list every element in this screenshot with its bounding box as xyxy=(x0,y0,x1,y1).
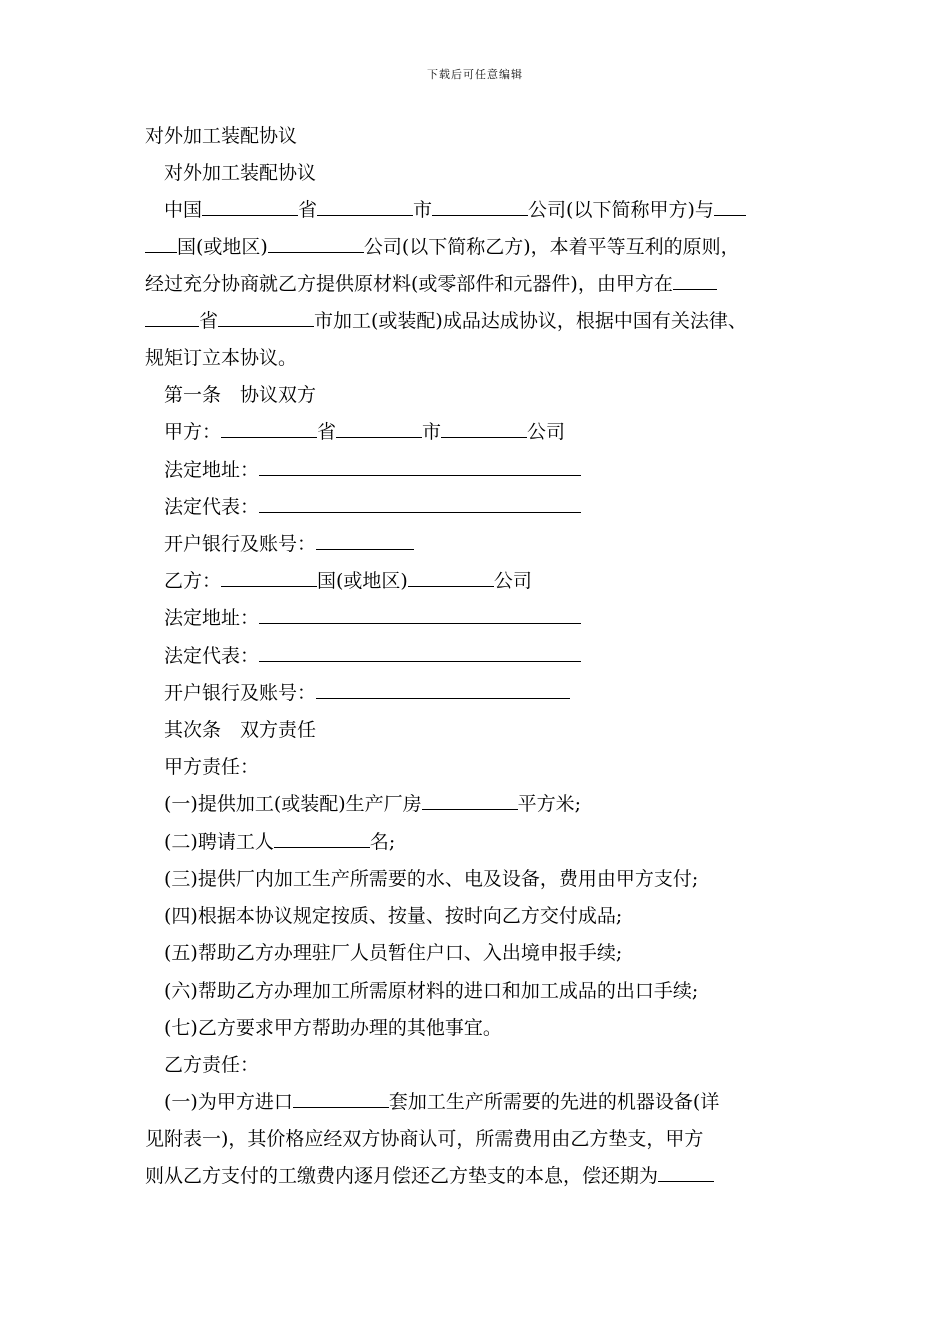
intro-line-2 xyxy=(145,235,740,259)
party-a-line xyxy=(164,420,565,444)
blank-field xyxy=(274,830,370,848)
party-a-representative xyxy=(164,495,581,519)
text: 省 xyxy=(298,199,318,221)
text: 省 xyxy=(317,421,337,443)
blank-field xyxy=(268,235,364,253)
article-2-heading: 其次条 双方责任 xyxy=(164,719,317,741)
blank-field xyxy=(259,644,581,662)
article-1-heading: 第一条 协议双方 xyxy=(164,384,317,406)
text: 公司(以下简称乙方)，本着平等互利的原则， xyxy=(363,236,740,258)
text: 平方米; xyxy=(517,793,582,815)
blank-field xyxy=(259,495,581,513)
party-a-responsibility-heading: 甲方责任： xyxy=(164,756,260,778)
blank-field xyxy=(259,458,581,476)
party-b-address xyxy=(164,606,581,630)
blank-field xyxy=(408,569,494,587)
party-a-item-4: (四)根据本协议规定按质、按量、按时向乙方交付成品; xyxy=(164,905,623,927)
party-b-item-1 xyxy=(164,1090,719,1114)
text: 市加工(或装配)成品达成协议，根据中国有关法律、 xyxy=(314,310,747,332)
text: (一)为甲方进口 xyxy=(164,1091,293,1113)
text: 法定地址： xyxy=(164,459,260,481)
text: 套加工生产所需要的先进的机器设备(详 xyxy=(388,1091,720,1113)
party-a-item-5: (五)帮助乙方办理驻厂人员暂住户口、入出境申报手续; xyxy=(164,942,623,964)
text: 则从乙方支付的工缴费内逐月偿还乙方垫支的本息，偿还期为 xyxy=(145,1165,659,1187)
document-subtitle: 对外加工装配协议 xyxy=(164,162,317,184)
party-b-line xyxy=(164,569,532,593)
blank-field xyxy=(317,198,413,216)
blank-field xyxy=(316,681,570,699)
text: 开户银行及账号： xyxy=(164,533,317,555)
document-title: 对外加工装配协议 xyxy=(145,125,298,147)
text: 法定代表： xyxy=(164,496,260,518)
party-b-item-1-cont: 见附表一)，其价格应经双方协商认可，所需费用由乙方垫支，甲方 xyxy=(145,1128,704,1150)
intro-line-3 xyxy=(145,272,717,296)
blank-field xyxy=(221,569,317,587)
blank-field xyxy=(259,606,581,624)
text: 开户银行及账号： xyxy=(164,682,317,704)
intro-line-1 xyxy=(164,198,746,222)
party-b-responsibility-heading: 乙方责任： xyxy=(164,1054,260,1076)
text: 经过充分协商就乙方提供原材料(或零部件和元器件)，由甲方在 xyxy=(145,273,673,295)
page-header-note: 下载后可任意编辑 xyxy=(427,68,523,81)
blank-field xyxy=(658,1164,714,1182)
party-b-bank xyxy=(164,681,570,705)
intro-line-4 xyxy=(145,309,747,333)
text: 省 xyxy=(199,310,219,332)
party-a-item-6: (六)帮助乙方办理加工所需原材料的进口和加工成品的出口手续; xyxy=(164,980,699,1002)
blank-field xyxy=(441,420,527,438)
blank-field xyxy=(714,198,746,216)
text: (一)提供加工(或装配)生产厂房 xyxy=(164,793,422,815)
text: 乙方： xyxy=(164,570,222,592)
party-a-item-7: (七)乙方要求甲方帮助办理的其他事宜。 xyxy=(164,1017,502,1039)
text: 公司 xyxy=(493,570,532,592)
blank-field xyxy=(202,198,298,216)
blank-field xyxy=(336,420,422,438)
text: 名; xyxy=(369,831,396,853)
blank-field xyxy=(221,420,317,438)
text: 国(或地区) xyxy=(317,570,408,592)
blank-field xyxy=(316,532,414,550)
party-b-item-1-cont-2 xyxy=(145,1164,714,1188)
party-a-item-3: (三)提供厂内加工生产所需要的水、电及设备，费用由甲方支付; xyxy=(164,868,699,890)
blank-field xyxy=(145,309,199,327)
party-a-item-2 xyxy=(164,830,395,854)
text: 公司 xyxy=(527,421,566,443)
text: 市 xyxy=(422,421,442,443)
text: 市 xyxy=(413,199,433,221)
text: 法定代表： xyxy=(164,645,260,667)
text: 甲方： xyxy=(164,421,222,443)
party-a-address xyxy=(164,458,581,482)
text: 公司(以下简称甲方)与 xyxy=(528,199,714,221)
text: 中国 xyxy=(164,199,203,221)
text: (二)聘请工人 xyxy=(164,831,274,853)
blank-field xyxy=(145,235,177,253)
blank-field xyxy=(432,198,528,216)
text: 法定地址： xyxy=(164,607,260,629)
party-a-bank xyxy=(164,532,414,556)
blank-field xyxy=(422,792,518,810)
blank-field xyxy=(673,272,717,290)
blank-field xyxy=(293,1090,389,1108)
text: 国(或地区) xyxy=(177,236,268,258)
party-b-representative xyxy=(164,644,581,668)
blank-field xyxy=(218,309,314,327)
party-a-item-1 xyxy=(164,792,581,816)
intro-line-5: 规矩订立本协议。 xyxy=(145,347,298,369)
